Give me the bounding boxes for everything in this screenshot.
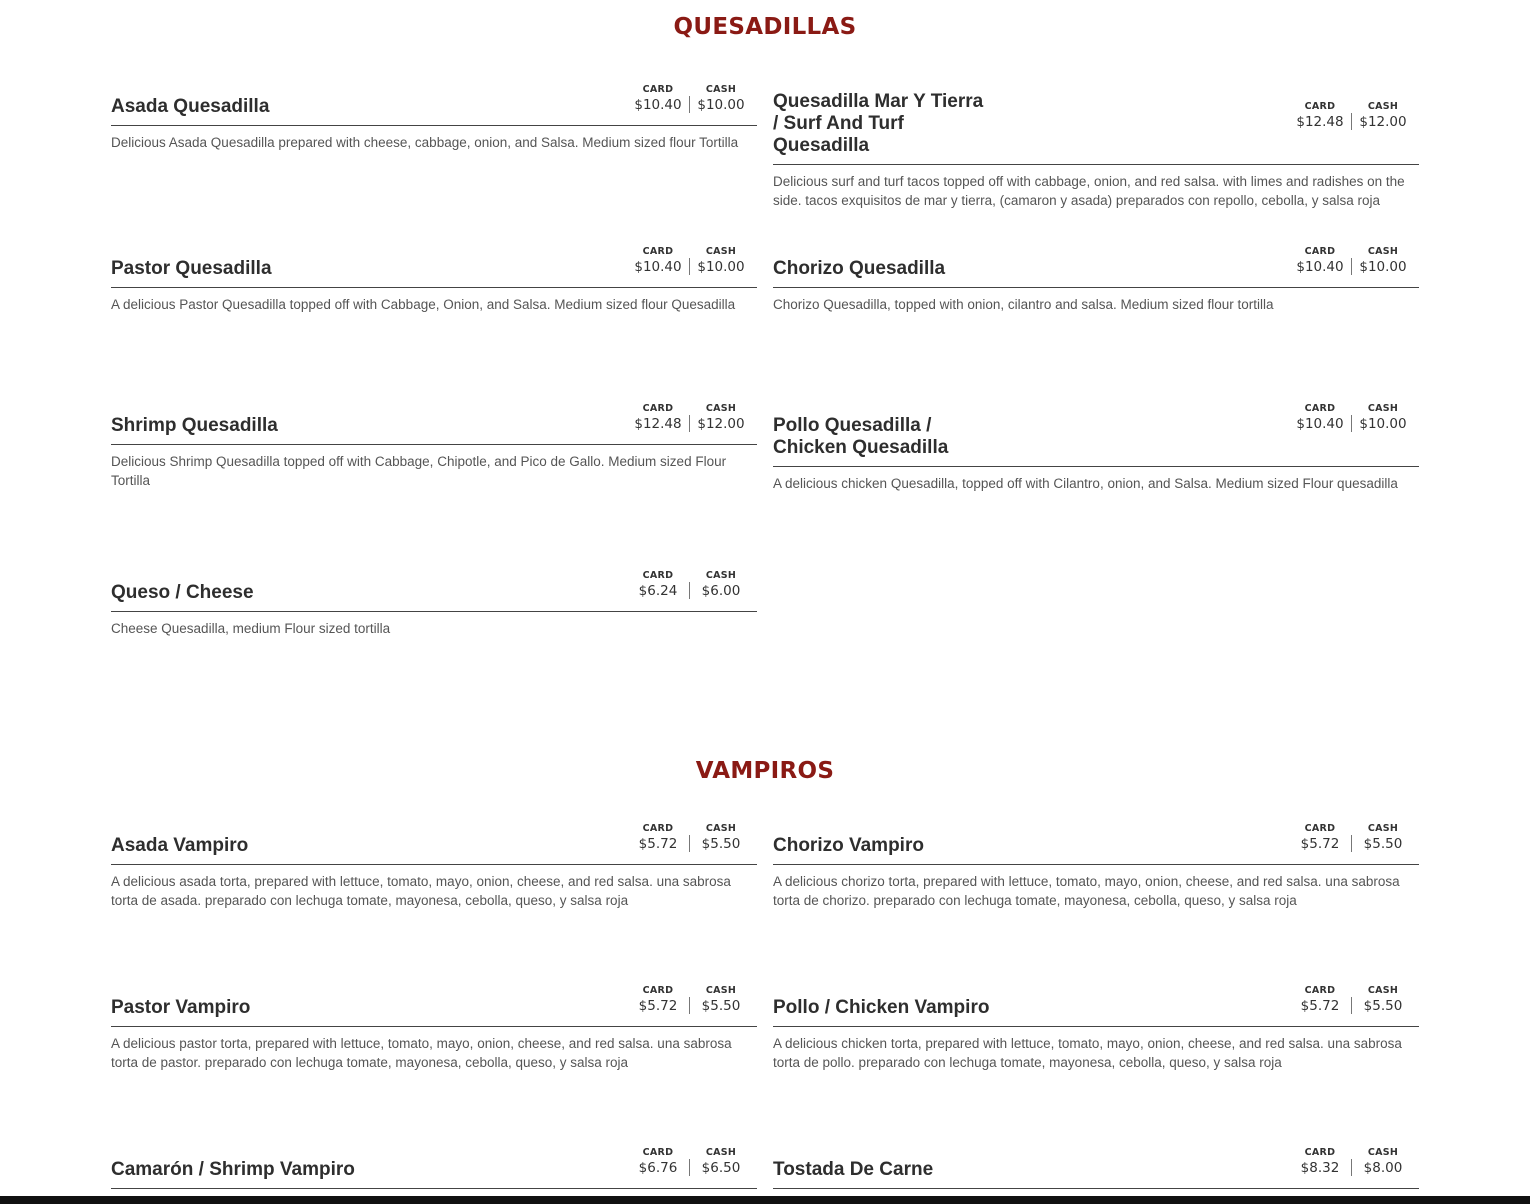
menu-item-tostada-de-carne[interactable] [773, 1147, 1419, 1189]
card-price-value: $5.72 [1300, 836, 1340, 852]
menu-item-description: Chorizo Quesadilla, topped with onion, cilantro and salsa. Medium sized flour tortilla [773, 297, 1274, 312]
card-price [1294, 246, 1346, 276]
card-price-label: CARD [1304, 246, 1336, 257]
section-title-vampiros: VAMPIROS [695, 758, 835, 784]
menu-item-name: Asada Quesadilla [111, 96, 270, 117]
price-divider [1351, 1159, 1352, 1176]
cash-price-label: CASH [705, 403, 737, 414]
card-price-label: CARD [1304, 823, 1336, 834]
card-price [1294, 1147, 1346, 1177]
menu-item-description: A delicious chorizo torta, prepared with lettuce, tomato, mayo, onion, cheese, and red salsa. una sabrosa torta de chorizo. preparado con lechuga tomate, mayonesa, cebolla, queso, y salsa roja [773, 874, 1400, 908]
menu-item-chorizo-quesadilla[interactable] [773, 246, 1419, 314]
cash-price [1357, 1147, 1409, 1177]
card-price-label: CARD [642, 570, 674, 581]
card-price [632, 403, 684, 433]
cash-price-value: $10.00 [1359, 259, 1407, 275]
cash-price [1357, 101, 1409, 131]
cash-price-label: CASH [1367, 246, 1399, 257]
menu-item-header [111, 985, 757, 1027]
card-price [632, 823, 684, 853]
menu-item-description: Cheese Quesadilla, medium Flour sized tortilla [111, 621, 391, 636]
cash-price [695, 1147, 747, 1177]
menu-item-prices [632, 84, 747, 114]
menu-item-prices [632, 570, 747, 600]
menu-item-prices [1294, 1147, 1409, 1177]
card-price-value: $6.24 [638, 583, 678, 599]
menu-item-header [773, 246, 1419, 288]
menu-item-description: Delicious Asada Quesadilla prepared with cheese, cabbage, onion, and Salsa. Medium sized flour Tortilla [111, 135, 739, 150]
cash-price [695, 570, 747, 600]
menu-item-header [773, 403, 1419, 467]
menu-item-pastor-vampiro[interactable] [111, 985, 757, 1072]
card-price-value: $10.40 [634, 259, 682, 275]
menu-item-pollo-quesadilla[interactable] [773, 403, 1419, 493]
card-price [1294, 403, 1346, 433]
cash-price [695, 985, 747, 1015]
card-price [632, 985, 684, 1015]
cash-price-label: CASH [1367, 403, 1399, 414]
price-divider [689, 258, 690, 275]
card-price-label: CARD [642, 1147, 674, 1158]
price-divider [689, 582, 690, 599]
menu-item-quesadilla-mar-y-tierra[interactable] [773, 91, 1419, 210]
price-divider [689, 415, 690, 432]
menu-item-prices [1294, 985, 1409, 1015]
cash-price-value: $5.50 [1363, 836, 1403, 852]
card-price-label: CARD [642, 823, 674, 834]
menu-item-prices [632, 246, 747, 276]
menu-item-name: Pastor Quesadilla [111, 258, 272, 279]
menu-item-pastor-quesadilla[interactable] [111, 246, 757, 314]
cash-price-value: $5.50 [1363, 998, 1403, 1014]
menu-item-description: Delicious surf and turf tacos topped off with cabbage, onion, and red salsa. with limes and radishes on the side. tacos exquisitos de mar y tierra, (camaron y asada) preparados con repollo, cebolla, y salsa roja [773, 174, 1405, 208]
menu-item-header [111, 823, 757, 865]
card-price-value: $12.48 [1296, 114, 1344, 130]
card-price-value: $6.76 [638, 1160, 678, 1176]
card-price-label: CARD [1304, 101, 1336, 112]
menu-item-name: Pollo Quesadilla / Chicken Quesadilla [773, 415, 949, 458]
menu-item-name: Queso / Cheese [111, 582, 254, 603]
menu-item-header [773, 823, 1419, 865]
menu-item-header [773, 985, 1419, 1027]
price-divider [689, 96, 690, 113]
cash-price-label: CASH [1367, 101, 1399, 112]
menu-item-header [111, 570, 757, 612]
menu-item-asada-quesadilla[interactable] [111, 84, 757, 152]
cash-price-label: CASH [705, 985, 737, 996]
section-title-quesadillas: QUESADILLAS [673, 14, 857, 40]
card-price-label: CARD [1304, 1147, 1336, 1158]
menu-item-name: Shrimp Quesadilla [111, 415, 278, 436]
card-price-label: CARD [1304, 403, 1336, 414]
cash-price [695, 84, 747, 114]
menu-item-prices [1294, 823, 1409, 853]
card-price-value: $10.40 [634, 97, 682, 113]
card-price-label: CARD [642, 403, 674, 414]
card-price [632, 1147, 684, 1177]
price-divider [689, 835, 690, 852]
menu-item-name: Pollo / Chicken Vampiro [773, 997, 990, 1018]
cash-price-value: $10.00 [697, 259, 745, 275]
cash-price-value: $10.00 [697, 97, 745, 113]
menu-item-name: Camarón / Shrimp Vampiro [111, 1159, 355, 1180]
menu-item-prices [1294, 246, 1409, 276]
menu-item-header [773, 1147, 1419, 1189]
menu-item-prices [632, 985, 747, 1015]
cash-price-label: CASH [705, 823, 737, 834]
cash-price-value: $10.00 [1359, 416, 1407, 432]
price-divider [1351, 415, 1352, 432]
price-divider [1351, 258, 1352, 275]
price-divider [689, 1159, 690, 1176]
cash-price [1357, 823, 1409, 853]
menu-item-header [111, 403, 757, 445]
menu-item-name: Asada Vampiro [111, 835, 249, 856]
card-price [632, 84, 684, 114]
menu-item-shrimp-quesadilla[interactable] [111, 403, 757, 490]
cash-price [1357, 246, 1409, 276]
cash-price-value: $6.00 [701, 583, 741, 599]
menu-item-prices [1294, 403, 1409, 433]
cash-price [695, 246, 747, 276]
menu-item-asada-vampiro[interactable] [111, 823, 757, 910]
card-price [1294, 101, 1346, 131]
price-divider [689, 997, 690, 1014]
cash-price [695, 403, 747, 433]
menu-item-chorizo-vampiro[interactable] [773, 823, 1419, 910]
menu-item-header [111, 84, 757, 126]
menu-item-description: A delicious chicken Quesadilla, topped off with Cilantro, onion, and Salsa. Medium sized Flour quesadilla [773, 476, 1398, 491]
menu-item-description: A delicious asada torta, prepared with lettuce, tomato, mayo, onion, cheese, and red salsa. una sabrosa torta de asada. preparado con lechuga tomate, mayonesa, cebolla, queso, y salsa roja [111, 874, 731, 908]
menu-item-prices [1294, 101, 1409, 131]
menu-item-prices [632, 823, 747, 853]
price-divider [1351, 113, 1352, 130]
menu-item-header [773, 91, 1419, 165]
card-price-value: $5.72 [638, 998, 678, 1014]
menu-item-name: Tostada De Carne [773, 1159, 934, 1180]
cash-price-value: $6.50 [701, 1160, 741, 1176]
menu-item-name: Chorizo Vampiro [773, 835, 924, 856]
card-price [632, 570, 684, 600]
card-price-value: $12.48 [634, 416, 682, 432]
cash-price-label: CASH [1367, 1147, 1399, 1158]
cash-price-label: CASH [705, 570, 737, 581]
price-divider [1351, 835, 1352, 852]
cash-price-value: $5.50 [701, 998, 741, 1014]
cash-price-value: $5.50 [701, 836, 741, 852]
menu-item-header [111, 1147, 757, 1189]
card-price-label: CARD [642, 985, 674, 996]
menu-item-queso-cheese[interactable] [111, 570, 757, 638]
cash-price-label: CASH [705, 246, 737, 257]
card-price [632, 246, 684, 276]
card-price [1294, 985, 1346, 1015]
cash-price [695, 823, 747, 853]
card-price [1294, 823, 1346, 853]
card-price-label: CARD [642, 84, 674, 95]
menu-item-description: A delicious pastor torta, prepared with lettuce, tomato, mayo, onion, cheese, and red salsa. una sabrosa torta de pastor. preparado con lechuga tomate, mayonesa, cebolla, queso, y salsa roja [111, 1036, 732, 1070]
menu-item-prices [632, 1147, 747, 1177]
menu-item-header [111, 246, 757, 288]
menu-item-description: Delicious Shrimp Quesadilla topped off with Cabbage, Chipotle, and Pico de Gallo. Medium sized Flour Tortilla [111, 454, 727, 488]
menu-item-description: A delicious Pastor Quesadilla topped off with Cabbage, Onion, and Salsa. Medium sized flour Quesadilla [111, 297, 736, 312]
menu-item-name: Pastor Vampiro [111, 997, 251, 1018]
menu-item-pollo-chicken-vampiro[interactable] [773, 985, 1419, 1072]
card-price-label: CARD [1304, 985, 1336, 996]
menu-item-name: Quesadilla Mar Y Tierra / Surf And Turf Quesadilla [773, 91, 984, 156]
card-price-value: $8.32 [1300, 1160, 1340, 1176]
menu-item-camaron-shrimp-vampiro[interactable] [111, 1147, 757, 1189]
cash-price [1357, 985, 1409, 1015]
cash-price-label: CASH [705, 1147, 737, 1158]
cash-price-value: $12.00 [697, 416, 745, 432]
cash-price-label: CASH [705, 84, 737, 95]
card-price-value: $10.40 [1296, 416, 1344, 432]
cash-price-label: CASH [1367, 985, 1399, 996]
price-divider [1351, 997, 1352, 1014]
card-price-label: CARD [642, 246, 674, 257]
cash-price [1357, 403, 1409, 433]
cash-price-label: CASH [1367, 823, 1399, 834]
menu-item-description: A delicious chicken torta, prepared with lettuce, tomato, mayo, onion, cheese, and red salsa. una sabrosa torta de pollo. preparado con lechuga tomate, mayonesa, cebolla, queso, y salsa roja [773, 1036, 1402, 1070]
cash-price-value: $12.00 [1359, 114, 1407, 130]
bottom-bar [0, 1196, 1530, 1204]
cash-price-value: $8.00 [1363, 1160, 1403, 1176]
card-price-value: $10.40 [1296, 259, 1344, 275]
card-price-value: $5.72 [638, 836, 678, 852]
menu-item-name: Chorizo Quesadilla [773, 258, 946, 279]
menu-item-prices [632, 403, 747, 433]
card-price-value: $5.72 [1300, 998, 1340, 1014]
